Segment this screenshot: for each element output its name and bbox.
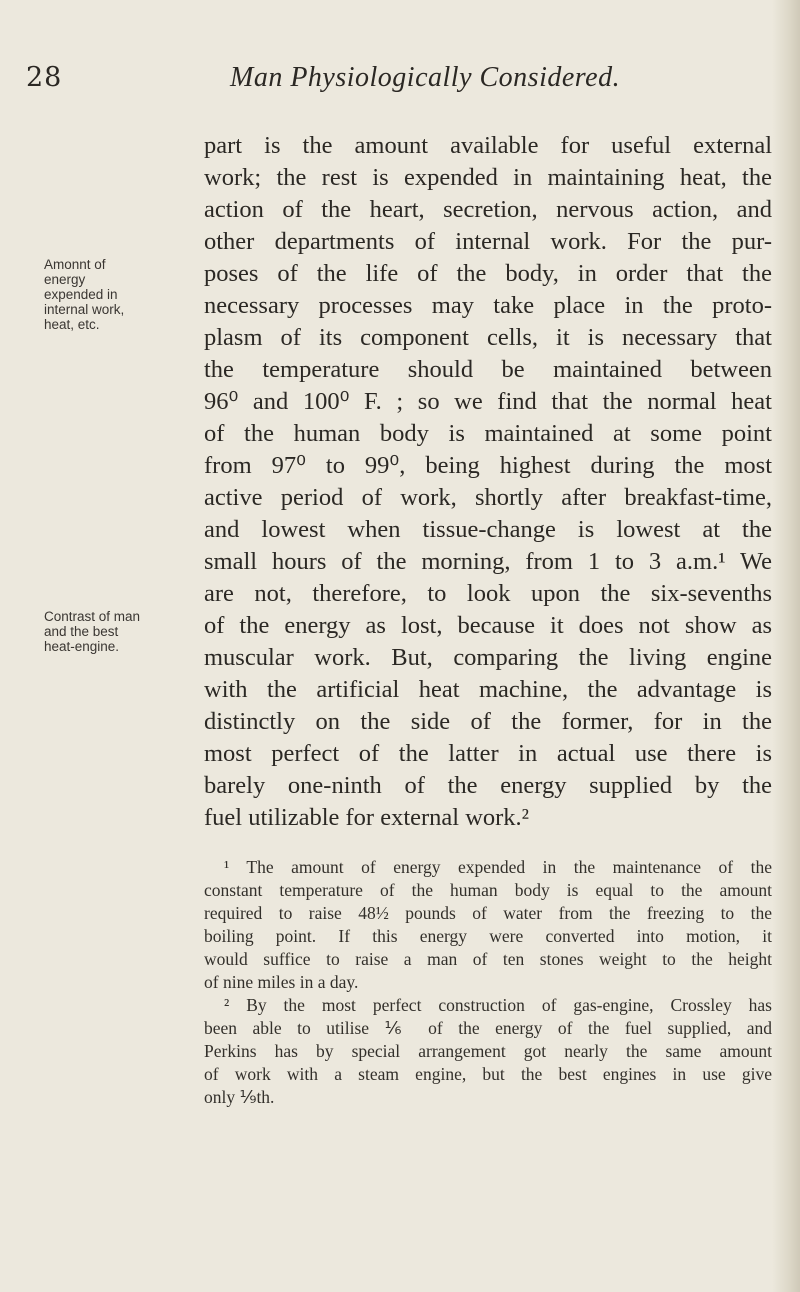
footnote-line: Perkins has by special arrangement got nearly the same amount (204, 1041, 772, 1061)
text-line: of the energy as lost, because it does not show as (204, 612, 772, 639)
footnote-line: only ⅑th. (204, 1087, 275, 1107)
text-line: poses of the life of the body, in order that the (204, 260, 772, 287)
text-line: plasm of its component cells, it is necessary that (204, 324, 772, 351)
margin-note-contrast: Contrast of man and the best heat-engine. (44, 609, 141, 654)
running-head: Man Physiologically Considered. (230, 62, 621, 93)
text-line: the temperature should be maintained between (204, 356, 772, 383)
text-line: most perfect of the latter in actual use there is (204, 740, 772, 767)
footnote-line: would suffice to raise a man of ten stones weight to the height (204, 949, 772, 969)
text-line: with the artificial heat machine, the advantage is (204, 676, 772, 703)
text-line: muscular work. But, comparing the living engine (204, 644, 772, 671)
main-text (204, 130, 772, 834)
text-line: and lowest when tissue-change is lowest at the (204, 516, 772, 543)
footnote-line: of work with a steam engine, but the best engines in use give (204, 1064, 772, 1084)
text-line: from 97⁰ to 99⁰, being highest during the most (204, 452, 772, 479)
text-line: small hours of the morning, from 1 to 3 a.m.¹ We (204, 548, 772, 575)
page-header (26, 62, 760, 102)
text-line: work; the rest is expended in maintaining heat, the (204, 164, 772, 191)
footnote-line: of nine miles in a day. (204, 972, 359, 992)
footnote-line: ² By the most perfect construction of gas-engine, Crossley has (224, 995, 772, 1015)
text-line: other departments of internal work. For the pur- (204, 228, 772, 255)
footnote-line: constant temperature of the human body is equal to the amount (204, 880, 772, 900)
footnote-line: ¹ The amount of energy expended in the maintenance of the (224, 857, 772, 877)
text-line: are not, therefore, to look upon the six-sevenths (204, 580, 772, 607)
text-line: of the human body is maintained at some point (204, 420, 772, 447)
text-line: necessary processes may take place in the proto- (204, 292, 772, 319)
text-line: action of the heart, secretion, nervous action, and (204, 196, 772, 223)
page-number: 28 (26, 62, 63, 93)
footnote-line: boiling point. If this energy were converted into motion, it (204, 926, 772, 946)
footnotes (204, 856, 772, 1109)
page-edge-shadow (772, 0, 800, 1292)
text-line: active period of work, shortly after breakfast-time, (204, 484, 772, 511)
footnote-line: been able to utilise ⅙ of the energy of the fuel supplied, and (204, 1018, 772, 1038)
text-line: barely one-ninth of the energy supplied by the (204, 772, 772, 799)
text-line: 96⁰ and 100⁰ F. ; so we find that the normal heat (204, 388, 772, 415)
text-line: fuel utilizable for external work.² (204, 804, 530, 831)
footnote-line: required to raise 48½ pounds of water from the freezing to the (204, 903, 772, 923)
text-line: distinctly on the side of the former, for in the (204, 708, 772, 735)
text-line: part is the amount available for useful external (204, 132, 772, 159)
margin-note-energy: Amonnt of energy expended in internal work, heat, etc. (44, 257, 125, 332)
